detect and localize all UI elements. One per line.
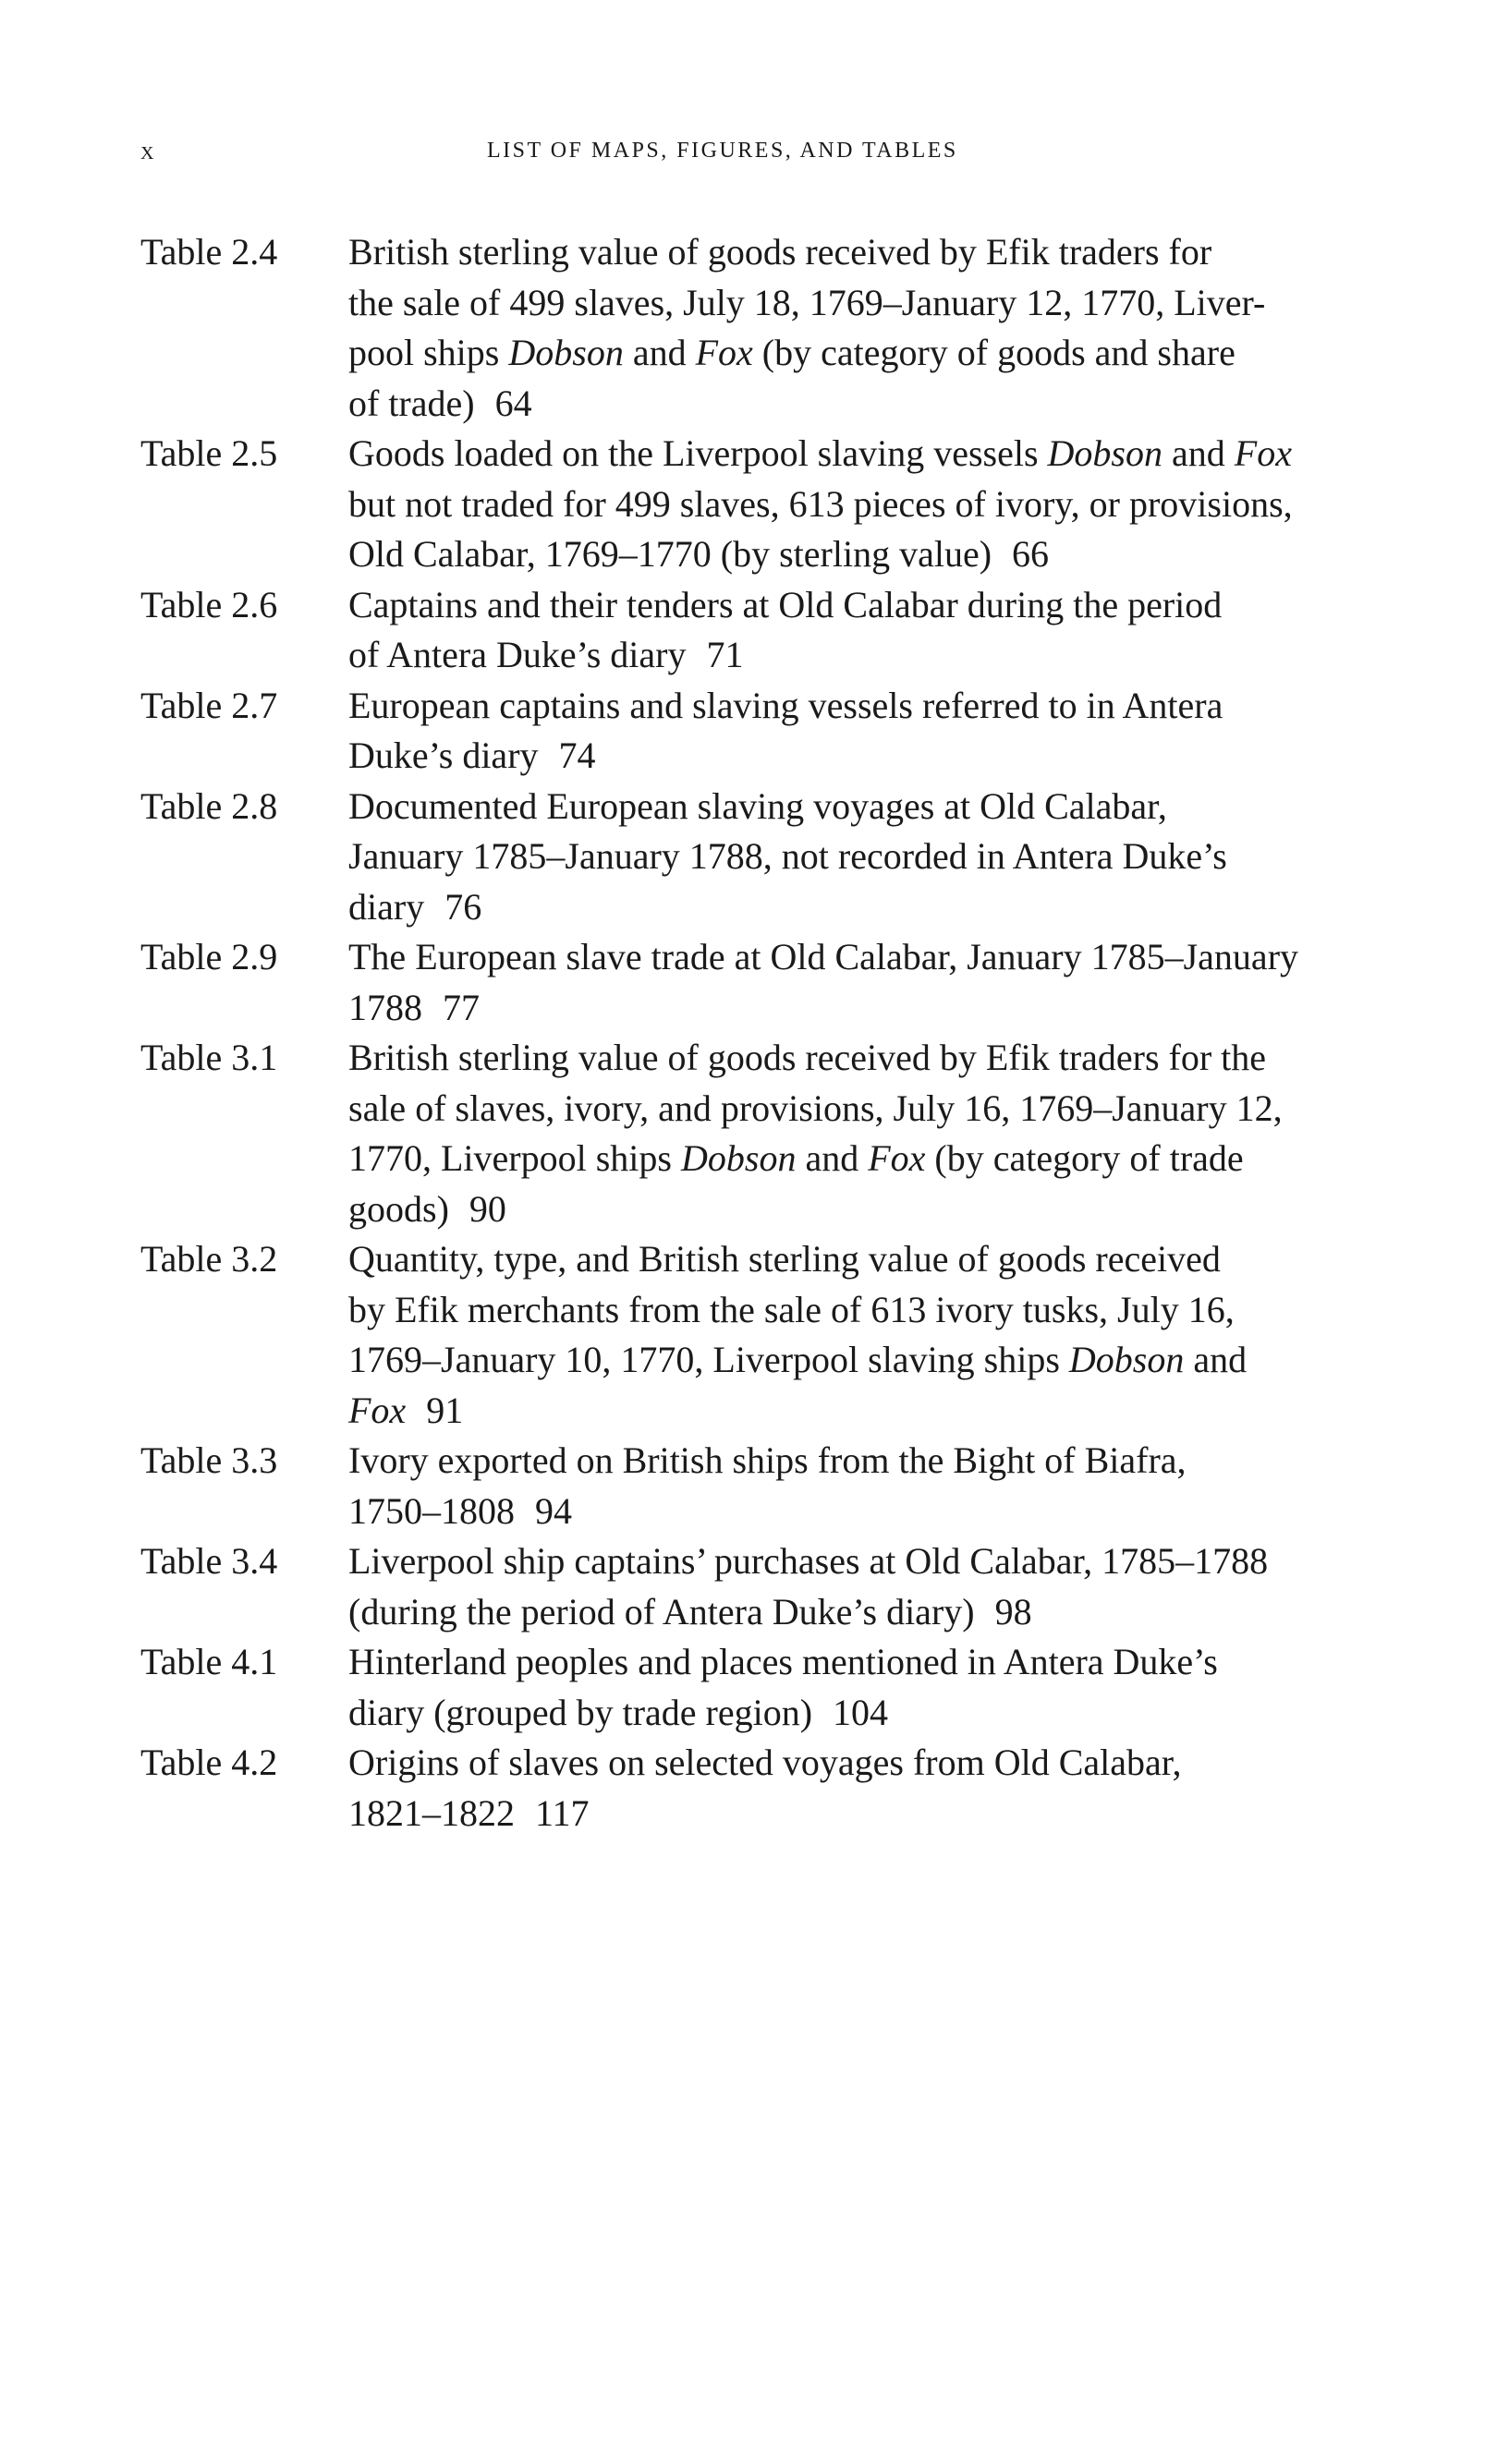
entry-page-number: 64: [494, 382, 532, 424]
entry-text: of Antera Duke’s diary: [348, 634, 687, 675]
ship-name: Dobson: [1047, 432, 1162, 474]
entry-label: Table 3.2: [140, 1238, 278, 1280]
list-item: [140, 1033, 1360, 1234]
entry-text: (during the period of Antera Duke’s diary): [348, 1590, 975, 1633]
entry-page-number: 74: [558, 734, 596, 776]
page-number: x: [140, 137, 155, 165]
entry-page-number: 71: [706, 634, 744, 675]
entry-page-number: 117: [535, 1791, 590, 1834]
list-item: [140, 580, 1360, 681]
entry-page-number: 66: [1012, 533, 1050, 575]
entry-line: [348, 1285, 1360, 1336]
entry-line: [348, 278, 1360, 329]
entry-line: [348, 429, 1360, 479]
entry-text: (by category of trade: [925, 1137, 1244, 1179]
entry-line: [348, 479, 1360, 530]
entry-description: [348, 1436, 1360, 1536]
ship-name: Fox: [695, 332, 753, 373]
list-item: [140, 681, 1360, 782]
entry-page-number: 76: [444, 885, 482, 928]
entry-line: [348, 983, 1360, 1034]
list-item: [140, 1637, 1360, 1738]
entry-line: [348, 1033, 1360, 1084]
entry-line: [348, 1688, 1360, 1739]
entry-text: sale of slaves, ivory, and provisions, July 16, 1769–January 12,: [348, 1086, 1283, 1129]
entry-description: [348, 429, 1360, 580]
list-item: [140, 782, 1360, 933]
entry-text: by Efik merchants from the sale of 613 ivory tusks, July 16,: [348, 1288, 1235, 1330]
table-list: [140, 227, 1360, 1839]
entry-label: Table 2.5: [140, 432, 278, 474]
list-item: [140, 429, 1360, 580]
entry-page-number: 104: [833, 1691, 889, 1733]
entry-text: goods): [348, 1187, 449, 1230]
entry-page-number: 98: [994, 1590, 1032, 1633]
entry-line: [348, 1386, 1360, 1437]
entry-line: [348, 1789, 1360, 1839]
entry-text: Old Calabar, 1769–1770 (by sterling value): [348, 533, 992, 575]
entry-label: Table 3.1: [140, 1037, 278, 1078]
entry-line: [348, 1234, 1360, 1285]
entry-description: [348, 227, 1360, 429]
entry-text: and: [796, 1137, 869, 1179]
entry-text: pool ships: [348, 332, 509, 373]
entry-text: and: [623, 332, 696, 373]
entry-text: The European slave trade at Old Calabar, January 1785–January: [348, 936, 1299, 977]
entry-text: diary: [348, 885, 425, 928]
entry-text: Liverpool ship captains’ purchases at Old Calabar, 1785–1788: [348, 1540, 1269, 1582]
entry-label: Table 4.1: [140, 1641, 278, 1682]
entry-label: Table 3.4: [140, 1540, 278, 1582]
entry-description: [348, 932, 1360, 1033]
entry-line: [348, 227, 1360, 278]
entry-text: Origins of slaves on selected voyages from Old Calabar,: [348, 1742, 1182, 1783]
entry-description: [348, 782, 1360, 933]
entry-line: [348, 932, 1360, 983]
entry-text: but not traded for 499 slaves, 613 pieces of ivory, or provisions,: [348, 482, 1293, 525]
entry-text: and: [1184, 1339, 1248, 1380]
entry-page-number: 90: [469, 1187, 506, 1230]
entry-text: 1770, Liverpool ships: [348, 1137, 681, 1179]
entry-line: [348, 831, 1360, 882]
entry-line: [348, 1436, 1360, 1487]
entry-line: [348, 529, 1360, 580]
entry-line: [348, 580, 1360, 631]
entry-line: [348, 1738, 1360, 1789]
running-head: [140, 137, 1345, 177]
entry-label: Table 4.2: [140, 1742, 278, 1783]
entry-text: (by category of goods and share: [752, 332, 1235, 373]
entry-text: Hinterland peoples and places mentioned in Antera Duke’s: [348, 1641, 1218, 1682]
entry-page-number: 91: [426, 1389, 464, 1431]
entry-description: [348, 1637, 1360, 1738]
entry-text: Duke’s diary: [348, 734, 539, 776]
entry-line: [348, 1487, 1360, 1537]
entry-text: European captains and slaving vessels referred to in Antera: [348, 684, 1223, 726]
entry-line: [348, 882, 1360, 933]
entry-text: British sterling value of goods received by Efik traders for: [348, 231, 1212, 273]
entry-description: [348, 681, 1360, 782]
ship-name: Dobson: [1068, 1339, 1185, 1380]
entry-page-number: 77: [443, 986, 480, 1028]
list-item: [140, 1536, 1360, 1637]
entry-text: 1769–January 10, 1770, Liverpool slaving ships: [348, 1339, 1069, 1380]
entry-text: Documented European slaving voyages at Old Calabar,: [348, 784, 1167, 827]
entry-line: [348, 731, 1360, 782]
entry-label: Table 2.4: [140, 231, 278, 273]
entry-text: of trade): [348, 382, 475, 424]
entry-text: the sale of 499 slaves, July 18, 1769–January 12, 1770, Liver-: [348, 281, 1266, 323]
entry-label: Table 2.6: [140, 583, 278, 625]
entry-line: [348, 1134, 1360, 1184]
ship-name: Dobson: [680, 1137, 797, 1179]
entry-description: [348, 580, 1360, 681]
entry-page-number: 94: [535, 1489, 572, 1532]
entry-text: diary (grouped by trade region): [348, 1691, 813, 1733]
list-item: [140, 227, 1360, 429]
entry-text: 1788: [348, 986, 422, 1028]
list-item: [140, 1436, 1360, 1536]
list-item: [140, 1738, 1360, 1839]
entry-description: [348, 1033, 1360, 1234]
entry-line: [348, 1084, 1360, 1135]
entry-label: Table 2.9: [140, 936, 278, 977]
ship-name: Fox: [348, 1389, 407, 1431]
entry-line: [348, 681, 1360, 732]
entry-line: [348, 1587, 1360, 1638]
entry-description: [348, 1738, 1360, 1839]
entry-text: Quantity, type, and British sterling value of goods received: [348, 1238, 1221, 1280]
entry-description: [348, 1536, 1360, 1637]
entry-line: [348, 782, 1360, 832]
entry-label: Table 3.3: [140, 1439, 278, 1481]
entry-line: [348, 328, 1360, 379]
entry-line: [348, 379, 1360, 430]
list-item: [140, 932, 1360, 1033]
ship-name: Dobson: [508, 332, 624, 373]
entry-line: [348, 630, 1360, 681]
entry-text: British sterling value of goods received by Efik traders for the: [348, 1037, 1267, 1078]
entry-label: Table 2.7: [140, 684, 278, 726]
running-head-title: LIST OF MAPS, FIGURES, AND TABLES: [487, 139, 958, 163]
entry-line: [348, 1335, 1360, 1386]
list-item: [140, 1234, 1360, 1436]
entry-text: January 1785–January 1788, not recorded in Antera Duke’s: [348, 835, 1227, 877]
ship-name: Fox: [1234, 432, 1292, 474]
entry-label: Table 2.8: [140, 784, 278, 827]
entry-text: 1750–1808: [348, 1489, 515, 1532]
entry-text: Ivory exported on British ships from the Bight of Biafra,: [348, 1439, 1187, 1481]
entry-line: [348, 1536, 1360, 1587]
entry-text: Captains and their tenders at Old Calabar during the period: [348, 583, 1223, 625]
ship-name: Fox: [868, 1137, 926, 1179]
entry-description: [348, 1234, 1360, 1436]
entry-line: [348, 1637, 1360, 1688]
entry-text: Goods loaded on the Liverpool slaving vessels: [348, 432, 1048, 474]
entry-line: [348, 1184, 1360, 1235]
entry-text: 1821–1822: [348, 1791, 515, 1834]
entry-text: and: [1162, 432, 1235, 474]
